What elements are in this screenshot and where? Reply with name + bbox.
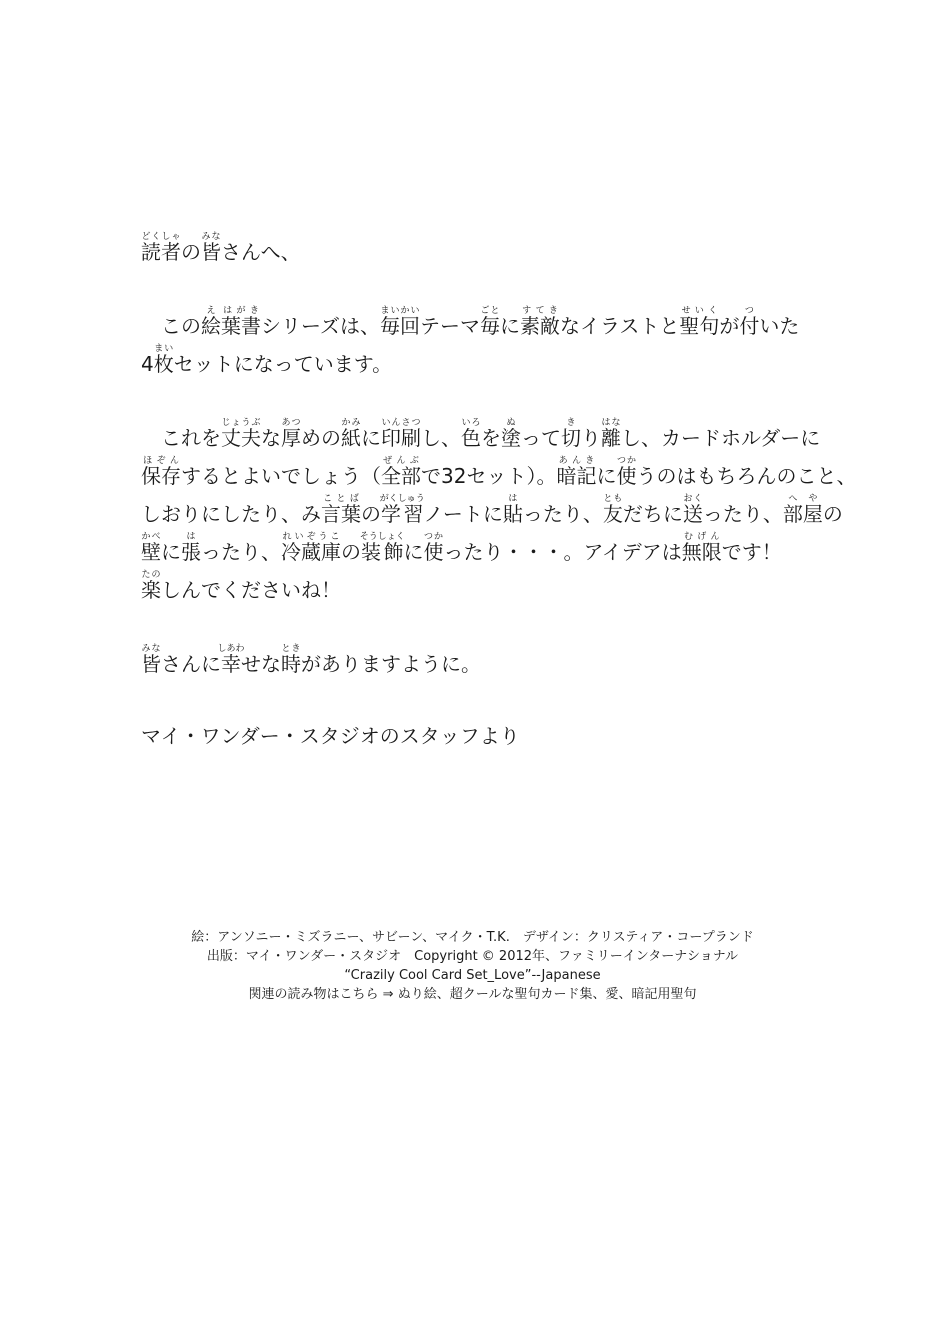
credits-related-reading: 関連の読み物はこちら ⇒ ぬり絵、超クールな聖句カード集、愛、暗記用聖句 xyxy=(248,987,697,1002)
paragraph-2-line-1: これを丈夫じょうぶな厚あつめの紙かみに印刷いんさつし、色いろを塗ぬって切きり離はなし、カードホルダーに xyxy=(161,418,821,450)
paragraph-3: 皆みなさんに幸しあわせな時ときがありますように。 xyxy=(141,644,481,676)
signature: マイ・ワンダー・スタジオのスタッフより xyxy=(141,724,520,748)
paragraph-2-line-5: 楽たのしんでくださいね！ xyxy=(141,570,341,602)
paragraph-2-line-4: 壁かべに張はったり、冷蔵庫れいぞうこの装飾そうしょくに使つかったり・・・。アイデアは無限むげんです！ xyxy=(141,532,782,564)
paragraph-1-line-2: 4枚まいセットになっています。 xyxy=(141,344,393,376)
letter-body xyxy=(141,232,857,754)
paragraph-2-line-3: しおりにしたり、み言葉ことばの学習がくしゅうノートに貼はったり、友ともだちに送おくったり、部屋へやの xyxy=(141,494,843,526)
credits-block xyxy=(0,928,945,1004)
credits-illustration-design: 絵：アンソニー・ミズラニー、サビーン、マイク・T.K. デザイン：クリスティア・コープランド xyxy=(191,930,754,945)
paragraph-1-line-1: この絵え葉書はがきシリーズは、毎回まいかいテーマ毎ごとに素敵すてきなイラストと聖句せいくが付ついた xyxy=(161,306,800,338)
ruby-word: 読者どくしゃ xyxy=(141,232,181,264)
paragraph-2-line-2: 保存ほぞんするとよいでしょう（全部ぜんぶで32セット）。暗記あんきに使つかうのはもちろんのこと、 xyxy=(141,456,857,488)
credits-product-title: “Crazily Cool Card Set_Love”--Japanese xyxy=(344,968,601,983)
greeting-line: 読者どくしゃの皆みなさんへ、 xyxy=(141,232,301,264)
credits-publisher-copyright: 出版：マイ・ワンダー・スタジオ Copyright © 2012年、ファミリーインターナショナル xyxy=(206,949,739,964)
ruby-word: 皆みな xyxy=(201,232,221,264)
